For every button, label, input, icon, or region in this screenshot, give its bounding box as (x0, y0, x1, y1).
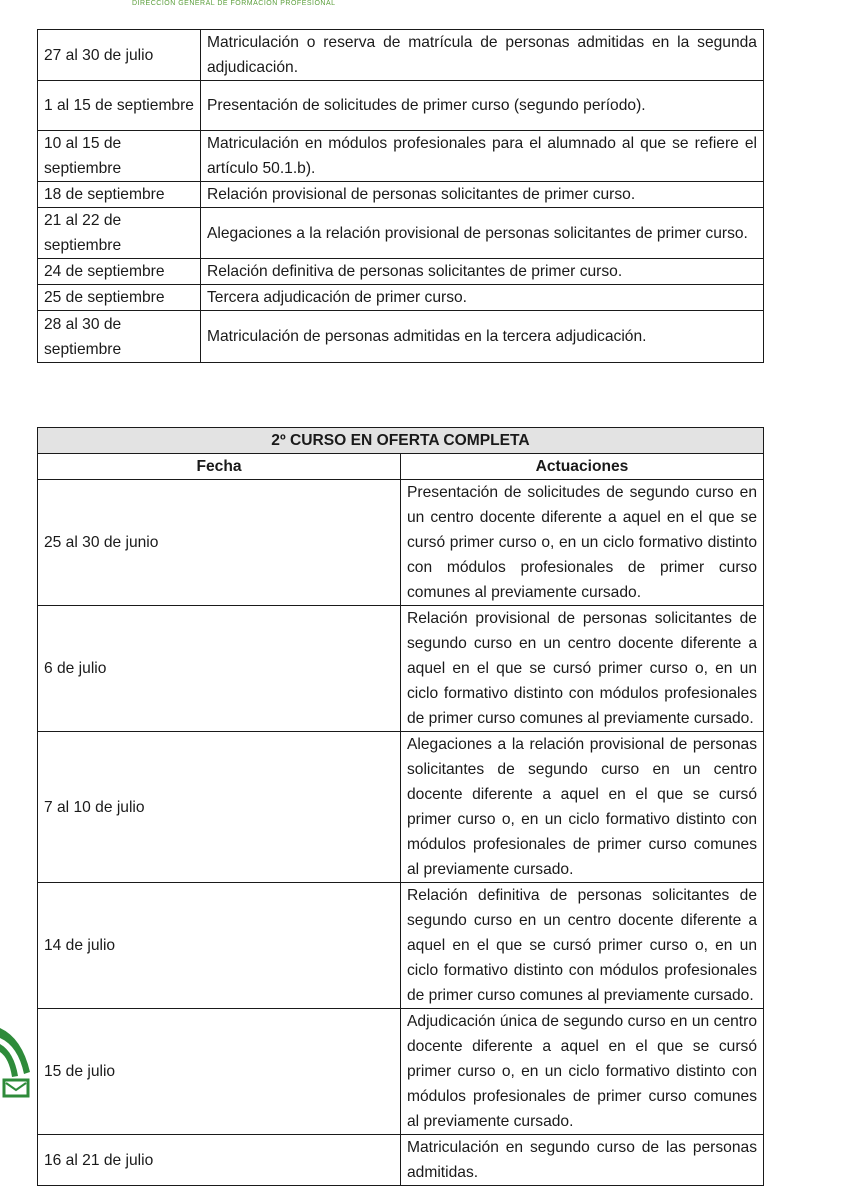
action-cell: Alegaciones a la relación provisional de personas solicitantes de primer curso. (201, 208, 764, 259)
date-cell: 10 al 15 de septiembre (38, 131, 201, 182)
table-header-row (38, 454, 764, 480)
date-cell: 15 de julio (38, 1009, 401, 1135)
table-row (38, 1009, 764, 1135)
table-row (38, 732, 764, 883)
date-cell: 21 al 22 de septiembre (38, 208, 201, 259)
action-cell: Tercera adjudicación de primer curso. (201, 285, 764, 311)
action-cell: Alegaciones a la relación provisional de personas solicitantes de segundo curso en un centro docente diferente a aquel en el que se cursó primer curso o, en un ciclo formativo distinto con módulos profesionales de primer curso comunes al previamente cursado. (401, 732, 764, 883)
date-cell: 28 al 30 de septiembre (38, 311, 201, 363)
date-cell: 24 de septiembre (38, 259, 201, 285)
date-cell: 18 de septiembre (38, 182, 201, 208)
date-cell: 1 al 15 de septiembre (38, 81, 201, 131)
column-header-actions: Actuaciones (401, 454, 764, 480)
table-row (38, 883, 764, 1009)
action-cell: Matriculación o reserva de matrícula de personas admitidas en la segunda adjudicación. (201, 30, 764, 81)
action-cell: Relación provisional de personas solicitantes de primer curso. (201, 182, 764, 208)
table-row (38, 131, 764, 182)
date-cell: 27 al 30 de julio (38, 30, 201, 81)
column-header-date: Fecha (38, 454, 401, 480)
action-cell: Matriculación de personas admitidas en la tercera adjudicación. (201, 311, 764, 363)
action-cell: Matriculación en segundo curso de las personas admitidas. (401, 1135, 764, 1186)
table-row (38, 30, 764, 81)
date-cell: 14 de julio (38, 883, 401, 1009)
calendar-table-first-course (37, 29, 764, 363)
table-row (38, 259, 764, 285)
table-row (38, 311, 764, 363)
action-cell: Relación definitiva de personas solicitantes de segundo curso en un centro docente diferente a aquel en el que se cursó primer curso o, en un ciclo formativo distinto con módulos profesionales de primer curso comunes al previamente cursado. (401, 883, 764, 1009)
action-cell: Adjudicación única de segundo curso en un centro docente diferente a aquel en el que se cursó primer curso o, en un ciclo formativo distinto con módulos profesionales de primer curso comunes al previamente cursado. (401, 1009, 764, 1135)
action-cell: Relación definitiva de personas solicitantes de primer curso. (201, 259, 764, 285)
calendar-table-second-course (37, 427, 764, 1186)
table-row (38, 182, 764, 208)
junta-andalucia-logo-icon (0, 1020, 40, 1103)
date-cell: 7 al 10 de julio (38, 732, 401, 883)
table-row (38, 208, 764, 259)
action-cell: Presentación de solicitudes de primer curso (segundo período). (201, 81, 764, 131)
date-cell: 16 al 21 de julio (38, 1135, 401, 1186)
date-cell: 6 de julio (38, 606, 401, 732)
table-row (38, 285, 764, 311)
action-cell: Matriculación en módulos profesionales para el alumnado al que se refiere el artículo 50.1.b). (201, 131, 764, 182)
table-row (38, 606, 764, 732)
action-cell: Presentación de solicitudes de segundo curso en un centro docente diferente a aquel en el que se cursó primer curso o, en un ciclo formativo distinto con módulos profesionales de primer curso comunes al previamente cursado. (401, 480, 764, 606)
table-row (38, 480, 764, 606)
table-row (38, 81, 764, 131)
date-cell: 25 al 30 de junio (38, 480, 401, 606)
document-header: DIRECCIÓN GENERAL DE FORMACIÓN PROFESIONAL (132, 0, 336, 7)
table-title: 2º CURSO EN OFERTA COMPLETA (38, 428, 764, 454)
action-cell: Relación provisional de personas solicitantes de segundo curso en un centro docente diferente a aquel en el que se cursó primer curso o, en un ciclo formativo distinto con módulos profesionales de primer curso comunes al previamente cursado. (401, 606, 764, 732)
table-row (38, 1135, 764, 1186)
date-cell: 25 de septiembre (38, 285, 201, 311)
table-title-row (38, 428, 764, 454)
